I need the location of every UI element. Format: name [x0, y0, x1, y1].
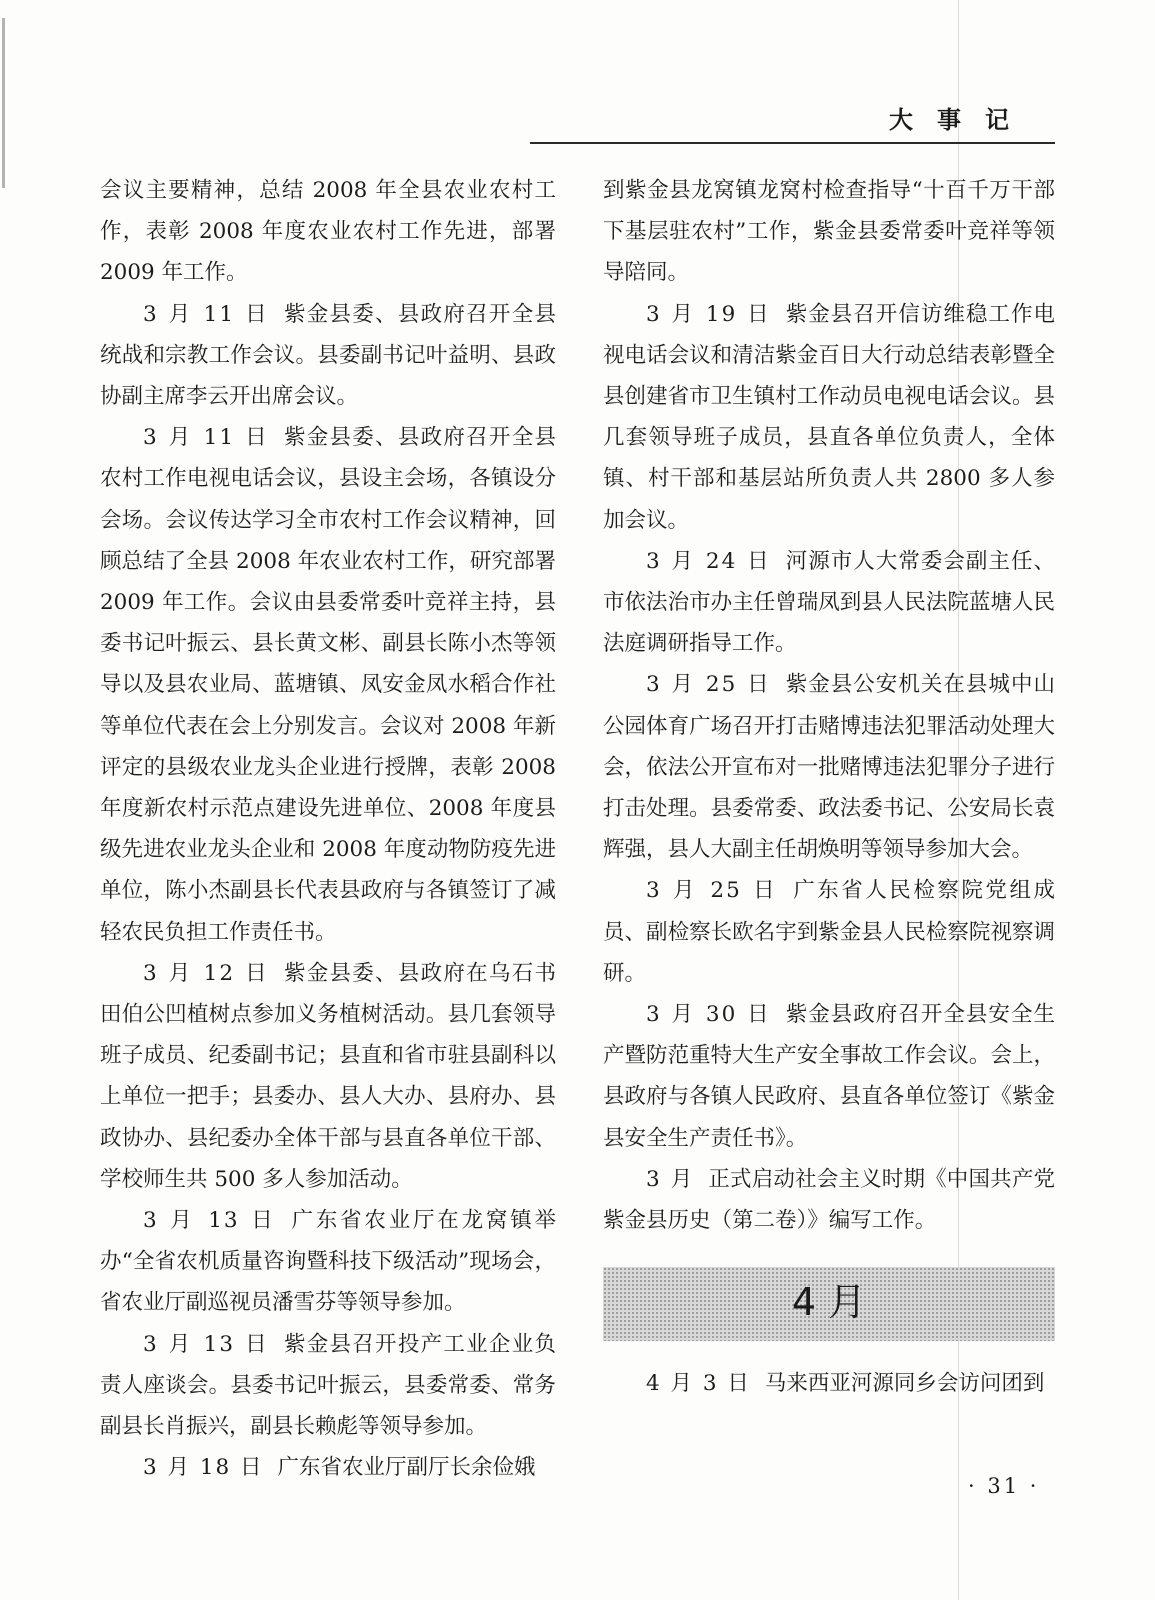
page-number: · 31 ·	[968, 1474, 1040, 1498]
right-column-after-banner	[603, 1363, 1055, 1404]
entry-text: 紫金县公安机关在县城中山公园体育广场召开打击赌博违法犯罪活动处理大会，依法公开宣布对一批赌博违法犯罪分子进行打击处理。县委常委、政法委书记、公安局长袁辉强，县人大副主任胡焕明等领导参加大会。	[603, 672, 1055, 863]
entry-text: 紫金县委、县政府在乌石书田伯公凹植树点参加义务植树活动。县几套领导班子成员、纪委副书记；县直和省市驻县副科以上单位一把手；县委办、县人大办、县府办、县政协办、县纪委办全体干部与县直各单位干部、学校师生共 500 多人参加活动。	[100, 960, 556, 1192]
entry-text: 到紫金县龙窝镇龙窝村检查指导“十百千万干部下基层驻农村”工作，紫金县委常委叶竞祥等领导陪同。	[603, 178, 1055, 286]
left-column	[100, 170, 556, 1489]
entry-date: 3 月 19 日	[646, 301, 772, 327]
chronicle-entry	[100, 294, 556, 418]
entry-date: 3 月 13 日	[143, 1208, 278, 1234]
entry-date: 3 月 18 日	[143, 1455, 264, 1481]
entry-text: 紫金县委、县政府召开全县农村工作电视电话会议，县设主会场，各镇设分会场。会议传达学习全市农村工作会议精神，回顾总结了全县 2008 年农业农村工作，研究部署 2009 年工作。会议由县委常委叶竞祥主持，县委书记叶振云、县长黄文彬、副县长陈小杰等领导以及县农业局、蓝塘镇、凤安金凤水稻合作社等单位代表在会上分别发言。会议对 2008 年新评定的县级农业龙头企业进行授牌，表彰 2008 年度新农村示范点建设先进单位、2008 年度县级先进农业龙头企业和 2008 年度动物防疫先进单位，陈小杰副县长代表县政府与各镇签订了减轻农民负担工作责任书。	[100, 425, 556, 945]
entry-text: 紫金县召开信访维稳工作电视电话会议和清洁紫金百日大行动总结表彰暨全县创建省市卫生镇村工作动员电视电话会议。县几套领导班子成员，县直各单位负责人，全体镇、村干部和基层站所负责人共 2800 多人参加会议。	[603, 301, 1055, 533]
chronicle-entry	[603, 664, 1055, 870]
entry-text: 紫金县委、县政府召开全县统战和宗教工作会议。县委副书记叶益明、县政协副主席李云开出席会议。	[100, 301, 556, 410]
chronicle-entry	[603, 294, 1055, 541]
chronicle-entry	[100, 1200, 556, 1324]
chronicle-entry	[100, 953, 556, 1200]
chronicle-entry	[603, 870, 1055, 994]
scan-edge-mark	[2, 18, 5, 188]
month-heading: 4 月	[791, 1280, 867, 1325]
entry-text: 广东省农业厅在龙窝镇举办“全省农机质量咨询暨科技下级活动”现场会，省农业厅副巡视员潘雪芬等领导参加。	[100, 1208, 556, 1316]
chronicle-entry	[603, 994, 1055, 1159]
entry-date: 3 月 30 日	[646, 1002, 772, 1028]
month-banner	[603, 1267, 1055, 1341]
entry-text: 广东省人民检察院党组成员、副检察长欧名宇到紫金县人民检察院视察调研。	[603, 878, 1055, 986]
entry-date: 3 月	[646, 1166, 695, 1192]
entry-date: 3 月 25 日	[646, 878, 780, 904]
entry-date: 4 月 3 日	[646, 1371, 751, 1397]
section-title: 大事记	[889, 106, 1033, 134]
entry-date: 3 月 25 日	[646, 672, 772, 698]
entry-text: 会议主要精神，总结 2008 年全县农业农村工作，表彰 2008 年度农业农村工作先进，部署 2009 年工作。	[100, 178, 556, 286]
entry-date: 3 月 12 日	[143, 960, 270, 986]
chronicle-entry	[603, 170, 1055, 294]
entry-date: 3 月 24 日	[646, 548, 772, 574]
entry-date: 3 月 11 日	[143, 301, 270, 327]
chronicle-entry	[100, 417, 556, 953]
chronicle-entry	[100, 1447, 556, 1488]
right-column	[603, 170, 1055, 1404]
entry-text: 正式启动社会主义时期《中国共产党紫金县历史（第二卷）》编写工作。	[603, 1166, 1055, 1234]
entry-date: 3 月 11 日	[143, 425, 270, 451]
chronicle-entry	[603, 1363, 1055, 1404]
running-header	[530, 92, 1055, 144]
entry-text: 河源市人大常委会副主任、市依法治市办主任曾瑞凤到县人民法院蓝塘人民法庭调研指导工作。	[603, 548, 1055, 657]
entry-text: 紫金县政府召开全县安全生产暨防范重特大生产安全事故工作会议。会上，县政府与各镇人民政府、县直各单位签订《紫金县安全生产责任书》。	[603, 1002, 1055, 1151]
entry-text: 广东省农业厅副厅长余俭娥	[277, 1455, 536, 1481]
right-column-entries	[603, 170, 1055, 1241]
entry-text: 马来西亚河源同乡会访问团到	[764, 1371, 1045, 1397]
chronicle-entry	[100, 170, 556, 294]
entry-date: 3 月 13 日	[143, 1331, 270, 1357]
entry-text: 紫金县召开投产工业企业负责人座谈会。县委书记叶振云，县委常委、常务副县长肖振兴，副县长赖彪等领导参加。	[100, 1331, 556, 1440]
chronicle-entry	[603, 541, 1055, 665]
chronicle-entry	[603, 1159, 1055, 1241]
chronicle-entry	[100, 1324, 556, 1448]
